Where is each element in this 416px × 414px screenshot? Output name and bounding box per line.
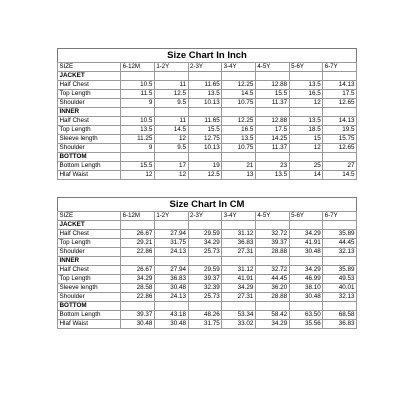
table-cell: 10.13 (188, 144, 222, 153)
table-cell: 53.34 (222, 311, 256, 320)
table-cell: 16.5 (289, 90, 323, 99)
table-cell: 11 (154, 81, 188, 90)
table-cell: 14.5 (154, 126, 188, 135)
table-cell: 63.50 (289, 311, 323, 320)
table-cell: 22.86 (121, 293, 155, 302)
table-cell: 11 (154, 117, 188, 126)
table-cell: 31.75 (154, 239, 188, 248)
column-header: 1-2Y (154, 63, 188, 72)
table-cell (323, 153, 357, 162)
table-cell: 11.25 (121, 135, 155, 144)
table-cell (121, 302, 155, 311)
column-header: 3-4Y (222, 63, 256, 72)
table-cell: 25 (289, 162, 323, 171)
table-row (58, 126, 357, 135)
table-row (58, 230, 357, 239)
table-cell (121, 72, 155, 81)
table-cell: 15.5 (121, 162, 155, 171)
column-header: 6-7Y (323, 63, 357, 72)
row-label: Top Length (58, 275, 121, 284)
table-cell: 10.75 (222, 144, 256, 153)
table-cell (154, 302, 188, 311)
table-cell: 39.37 (255, 239, 289, 248)
table-cell (323, 108, 357, 117)
table-cell: 33.02 (222, 320, 256, 329)
table-cell: 24.13 (154, 293, 188, 302)
table-cell: 12.88 (255, 117, 289, 126)
row-label: Shoulder (58, 99, 121, 108)
table-cell: 43.18 (154, 311, 188, 320)
table-cell: 31.12 (222, 230, 256, 239)
table-cell (222, 72, 256, 81)
table-cell: 35.56 (289, 320, 323, 329)
table-cell: 34.29 (289, 266, 323, 275)
table-cell: 23 (255, 162, 289, 171)
table-cell: 21 (222, 162, 256, 171)
column-header: 5-6Y (289, 212, 323, 221)
section-label: INNER (58, 108, 121, 117)
table-cell: 17.5 (323, 90, 357, 99)
table-cell: 13.5 (222, 135, 256, 144)
table-cell: 39.37 (121, 311, 155, 320)
column-header: SIZE (58, 212, 121, 221)
table-cell: 49.53 (323, 275, 357, 284)
table-cell (289, 108, 323, 117)
table-row (58, 144, 357, 153)
table-row (58, 320, 357, 329)
table-cell (154, 221, 188, 230)
table-cell: 68.58 (323, 311, 357, 320)
table-cell: 31.75 (188, 320, 222, 329)
table-cell (222, 257, 256, 266)
table-cell: 27.31 (222, 293, 256, 302)
table-cell: 32.72 (255, 230, 289, 239)
table-cell: 15.5 (255, 90, 289, 99)
table-cell: 14.13 (323, 81, 357, 90)
table-cell: 41.91 (289, 239, 323, 248)
table-cell (323, 302, 357, 311)
table-cell: 28.88 (255, 248, 289, 257)
table-cell: 35.89 (323, 266, 357, 275)
table-cell: 15.5 (188, 126, 222, 135)
table-cell: 28.88 (255, 293, 289, 302)
table-row (58, 239, 357, 248)
table-cell: 9.5 (154, 99, 188, 108)
section-row (58, 221, 357, 230)
table-cell (121, 153, 155, 162)
section-row (58, 257, 357, 266)
column-header: 6-12M (121, 212, 155, 221)
table-cell: 9 (121, 144, 155, 153)
row-label: Half Chest (58, 230, 121, 239)
table-cell: 12 (154, 135, 188, 144)
table-cell (289, 153, 323, 162)
row-label: Hlaf Waist (58, 171, 121, 180)
table-row (58, 293, 357, 302)
table-cell: 12 (154, 171, 188, 180)
table-cell: 9.5 (154, 144, 188, 153)
column-header: 2-3Y (188, 212, 222, 221)
table-cell: 27 (323, 162, 357, 171)
table-cell: 39.37 (188, 275, 222, 284)
column-header: 4-5Y (255, 212, 289, 221)
table-cell (222, 153, 256, 162)
column-header: 4-5Y (255, 63, 289, 72)
table-cell (289, 302, 323, 311)
table-cell: 58.42 (255, 311, 289, 320)
section-label: BOTTOM (58, 302, 121, 311)
table-cell: 31.12 (222, 266, 256, 275)
table-cell: 12.65 (323, 99, 357, 108)
table-cell: 29.59 (188, 230, 222, 239)
table-cell: 32.72 (255, 266, 289, 275)
table-cell (154, 72, 188, 81)
table-cell (188, 153, 222, 162)
table-cell: 11.65 (188, 117, 222, 126)
table-cell: 29.21 (121, 239, 155, 248)
table-cell: 12 (121, 171, 155, 180)
table-cell (255, 72, 289, 81)
row-label: Half Chest (58, 266, 121, 275)
section-row (58, 108, 357, 117)
table-cell: 11.37 (255, 144, 289, 153)
table-cell (255, 257, 289, 266)
table-cell: 13.5 (289, 117, 323, 126)
table-cell (154, 153, 188, 162)
table-cell: 13.5 (289, 81, 323, 90)
table-cell: 30.48 (121, 320, 155, 329)
table-cell: 25.73 (188, 293, 222, 302)
table-cell: 34.29 (121, 275, 155, 284)
row-label: Top Length (58, 239, 121, 248)
table-cell: 14.13 (323, 117, 357, 126)
table-row (58, 99, 357, 108)
size-chart-cm (57, 197, 357, 329)
row-label: Top Length (58, 126, 121, 135)
column-header: 6-7Y (323, 212, 357, 221)
table-cell: 11.37 (255, 99, 289, 108)
table-cell: 32.39 (188, 284, 222, 293)
table-header-row (58, 63, 357, 72)
table-cell: 36.83 (222, 239, 256, 248)
table-row (58, 248, 357, 257)
size-chart-inch (57, 48, 357, 180)
table-row (58, 275, 357, 284)
row-label: Hlaf Waist (58, 320, 121, 329)
size-chart-inch-table (57, 62, 357, 180)
table-cell: 29.59 (188, 266, 222, 275)
table-cell: 26.67 (121, 230, 155, 239)
table-row (58, 135, 357, 144)
table-cell (121, 108, 155, 117)
table-cell: 12.25 (222, 81, 256, 90)
table-cell: 36.20 (255, 284, 289, 293)
section-label: JACKET (58, 221, 121, 230)
table-cell: 44.45 (323, 239, 357, 248)
table-cell (222, 302, 256, 311)
table-cell: 13.5 (121, 126, 155, 135)
table-cell (255, 108, 289, 117)
table-cell: 14.25 (255, 135, 289, 144)
table-cell: 32.13 (323, 248, 357, 257)
section-row (58, 153, 357, 162)
table-cell: 26.67 (121, 266, 155, 275)
table-cell (255, 153, 289, 162)
size-chart-cm-table (57, 211, 357, 329)
table-row (58, 311, 357, 320)
table-cell: 14.5 (323, 171, 357, 180)
size-chart-cm-title: Size Chart In CM (57, 197, 357, 211)
row-label: Shoulder (58, 293, 121, 302)
table-cell: 13.5 (188, 90, 222, 99)
table-cell: 12.88 (255, 81, 289, 90)
table-cell (188, 221, 222, 230)
table-cell (188, 108, 222, 117)
row-label: Shoulder (58, 248, 121, 257)
table-cell: 27.31 (222, 248, 256, 257)
table-cell: 27.94 (154, 230, 188, 239)
table-cell: 38.10 (289, 284, 323, 293)
table-header-row (58, 212, 357, 221)
table-cell: 34.29 (289, 230, 323, 239)
table-cell (222, 108, 256, 117)
table-cell: 36.83 (154, 275, 188, 284)
table-cell: 19 (188, 162, 222, 171)
table-cell: 35.89 (323, 230, 357, 239)
table-cell (289, 72, 323, 81)
table-cell (154, 257, 188, 266)
column-header: SIZE (58, 63, 121, 72)
table-cell (188, 257, 222, 266)
table-cell: 13.5 (255, 171, 289, 180)
table-cell: 12.65 (323, 144, 357, 153)
table-cell: 10.5 (121, 117, 155, 126)
table-row (58, 162, 357, 171)
row-label: Sleeve length (58, 135, 121, 144)
table-cell: 27.94 (154, 266, 188, 275)
table-cell: 24.13 (154, 248, 188, 257)
table-row (58, 81, 357, 90)
table-cell (289, 257, 323, 266)
table-cell: 10.5 (121, 81, 155, 90)
table-cell: 10.75 (222, 99, 256, 108)
table-cell: 36.83 (323, 320, 357, 329)
row-label: Top Length (58, 90, 121, 99)
table-cell: 9 (121, 99, 155, 108)
table-row (58, 90, 357, 99)
table-cell: 30.48 (289, 293, 323, 302)
table-cell: 15 (289, 135, 323, 144)
section-label: BOTTOM (58, 153, 121, 162)
row-label: Shoulder (58, 144, 121, 153)
table-cell (255, 302, 289, 311)
column-header: 3-4Y (222, 212, 256, 221)
table-cell: 34.29 (188, 239, 222, 248)
table-cell (323, 221, 357, 230)
table-cell: 13 (222, 171, 256, 180)
table-cell: 46.99 (289, 275, 323, 284)
table-cell: 12.5 (154, 90, 188, 99)
table-cell: 12.75 (188, 135, 222, 144)
table-cell: 12.25 (222, 117, 256, 126)
table-cell: 30.48 (154, 284, 188, 293)
table-cell: 15.75 (323, 135, 357, 144)
table-cell: 16.5 (222, 126, 256, 135)
table-cell (188, 302, 222, 311)
table-cell: 12 (289, 99, 323, 108)
table-row (58, 266, 357, 275)
section-row (58, 302, 357, 311)
table-cell (121, 221, 155, 230)
table-cell: 22.86 (121, 248, 155, 257)
table-cell: 14.5 (222, 90, 256, 99)
table-cell: 12 (289, 144, 323, 153)
table-cell (121, 257, 155, 266)
table-cell: 11.65 (188, 81, 222, 90)
size-chart-inch-title: Size Chart In Inch (57, 48, 357, 62)
table-cell: 34.29 (255, 320, 289, 329)
table-cell: 12.5 (188, 171, 222, 180)
table-cell: 17.5 (255, 126, 289, 135)
table-cell: 25.73 (188, 248, 222, 257)
table-cell: 48.26 (188, 311, 222, 320)
table-cell: 17 (154, 162, 188, 171)
column-header: 5-6Y (289, 63, 323, 72)
section-label: JACKET (58, 72, 121, 81)
row-label: Half Chest (58, 117, 121, 126)
table-cell: 10.13 (188, 99, 222, 108)
table-row (58, 284, 357, 293)
table-row (58, 171, 357, 180)
table-cell (289, 221, 323, 230)
table-cell (323, 257, 357, 266)
table-cell (188, 72, 222, 81)
row-label: Sleeve length (58, 284, 121, 293)
table-cell: 28.58 (121, 284, 155, 293)
table-cell (255, 221, 289, 230)
table-cell: 44.45 (255, 275, 289, 284)
table-cell: 32.13 (323, 293, 357, 302)
row-label: Bottom Length (58, 162, 121, 171)
column-header: 2-3Y (188, 63, 222, 72)
row-label: Half Chest (58, 81, 121, 90)
table-cell: 40.01 (323, 284, 357, 293)
table-cell: 19.5 (323, 126, 357, 135)
table-cell: 34.29 (222, 284, 256, 293)
table-cell (323, 72, 357, 81)
table-cell: 41.91 (222, 275, 256, 284)
table-cell: 11.5 (121, 90, 155, 99)
row-label: Bottom Length (58, 311, 121, 320)
column-header: 6-12M (121, 63, 155, 72)
table-cell: 30.48 (289, 248, 323, 257)
table-cell: 30.48 (154, 320, 188, 329)
column-header: 1-2Y (154, 212, 188, 221)
table-row (58, 117, 357, 126)
table-cell (222, 221, 256, 230)
section-row (58, 72, 357, 81)
table-cell: 14 (289, 171, 323, 180)
section-label: INNER (58, 257, 121, 266)
table-cell (154, 108, 188, 117)
table-cell: 18.5 (289, 126, 323, 135)
